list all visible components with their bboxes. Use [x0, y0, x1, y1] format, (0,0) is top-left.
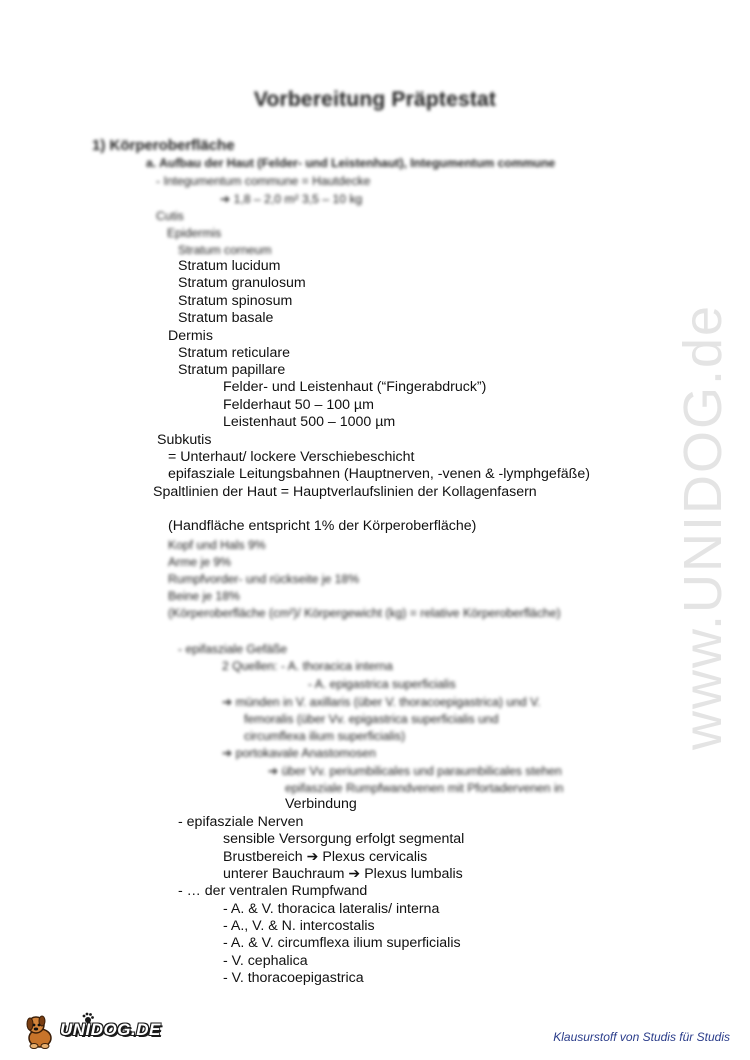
text-line: Stratum basale [178, 310, 274, 326]
page-title: Vorbereitung Präptestat [253, 88, 497, 111]
text-line: 2 Quellen: - A. thoracica interna [222, 659, 393, 673]
text-line: ➔ portokavale Anastomosen [222, 746, 376, 760]
text-line: Stratum reticulare [178, 345, 290, 361]
text-line: femoralis (über Vv. epigastrica superficialis und [244, 712, 499, 726]
dog-mascot-icon [22, 1012, 62, 1052]
text-line: Subkutis [157, 432, 212, 448]
text-line: circumflexa ilium superficialis) [244, 729, 406, 743]
text-line: Stratum corneum [178, 243, 272, 257]
text-line: epifasziale Rumpfwandvenen mit Pfortadervenen in [285, 781, 564, 795]
text-line: - A. & V. thoracica lateralis/ interna [223, 901, 440, 917]
subsection-heading-a: a. Aufbau der Haut (Felder- und Leistenhaut), Integumentum commune [146, 156, 556, 170]
footer-tagline: Klausurstoff von Studis für Studis [553, 1030, 730, 1044]
text-line: Stratum granulosum [178, 275, 306, 291]
watermark: www.UNIDOG.de [673, 303, 733, 750]
text-line: - A. & V. circumflexa ilium superficialis [223, 935, 461, 951]
text-line: - Integumentum commune = Hautdecke [156, 174, 371, 188]
text-line: Stratum papillare [178, 362, 286, 378]
text-line: ➔ 1,8 – 2,0 m² 3,5 – 10 kg [220, 192, 363, 206]
text-line: ➔ über Vv. periumbilicales und paraumbilicales stehen [268, 764, 562, 778]
text-line: Stratum spinosum [178, 293, 293, 309]
text-line: Rumpfvorder- und rückseite je 18% [168, 572, 360, 586]
text-line: Spaltlinien der Haut = Hauptverlaufslinien der Kollagenfasern [153, 484, 537, 500]
text-line: = Unterhaut/ lockere Verschiebeschicht [168, 449, 415, 465]
text-line: Brustbereich ➔ Plexus cervicalis [223, 849, 428, 865]
text-line: - V. cephalica [223, 953, 308, 969]
text-line: - A. epigastrica superficialis [308, 677, 456, 691]
text-line: sensible Versorgung erfolgt segmental [223, 831, 465, 847]
text-line: (Handfläche entspricht 1% der Körperoberfläche) [168, 518, 477, 534]
text-line: - … der ventralen Rumpfwand [178, 883, 368, 899]
text-line: (Körperoberfläche (cm²)/ Körpergewicht (kg) = relative Körperoberfläche) [168, 606, 561, 620]
text-line: epifasziale Leitungsbahnen (Hauptnerven, -venen & -lymphgefäße) [168, 466, 590, 482]
text-line: Epidermis [167, 226, 222, 240]
text-line: Felderhaut 50 – 100 µm [223, 397, 374, 413]
text-line: Arme je 9% [168, 555, 231, 569]
text-line: ➔ münden in V. axillaris (über V. thoracoepigastrica) und V. [222, 695, 541, 709]
text-line: - epifasziale Gefäße [178, 642, 288, 656]
text-line: Leistenhaut 500 – 1000 µm [223, 414, 396, 430]
text-line: Kopf und Hals 9% [168, 538, 266, 552]
text-line: - A., V. & N. intercostalis [223, 918, 375, 934]
text-line: Cutis [156, 209, 184, 223]
text-line: Verbindung [285, 796, 357, 812]
text-line: Dermis [168, 328, 213, 344]
text-line: Stratum lucidum [178, 258, 281, 274]
text-line: - epifasziale Nerven [178, 814, 304, 830]
logo-text: UNIDOG.DE [60, 1020, 161, 1039]
text-line: - V. thoracoepigastrica [223, 970, 364, 986]
text-line: unterer Bauchraum ➔ Plexus lumbalis [223, 866, 463, 882]
section-heading-koerperoberflaeche: 1) Körperoberfläche [92, 137, 235, 154]
text-line: Felder- und Leistenhaut (“Fingerabdruck”) [223, 379, 487, 395]
text-line: Beine je 18% [168, 589, 240, 603]
unidog-logo [22, 1012, 162, 1052]
